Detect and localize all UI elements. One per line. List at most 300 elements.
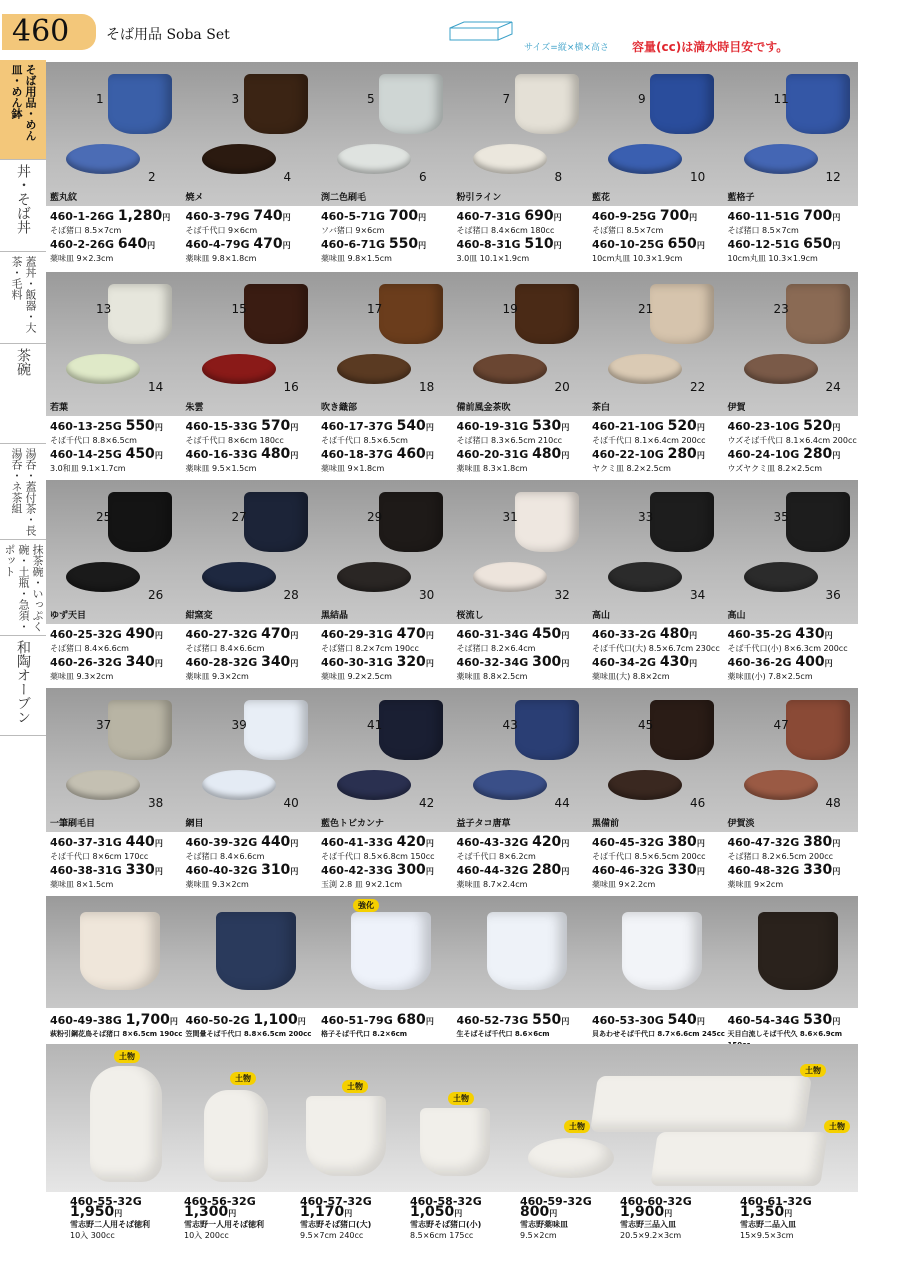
product-code: 460-21-10G xyxy=(592,420,668,433)
sidebar-tab-matcha[interactable]: 抹茶碗・いっぷく碗・土瓶・急須・ポット xyxy=(0,540,46,636)
series-name: 黒結晶 xyxy=(321,611,349,621)
item-number: 16 xyxy=(283,380,299,394)
cup-image xyxy=(786,284,850,344)
cup-image xyxy=(515,700,579,760)
product-price: 470 xyxy=(261,626,291,642)
product-code: 460-37-31G xyxy=(50,836,126,849)
yen-label: 円 xyxy=(162,213,171,222)
vessel-image xyxy=(650,1132,828,1186)
item-number: 10 xyxy=(690,170,706,184)
product-line xyxy=(321,208,457,225)
yen-label: 円 xyxy=(832,451,841,460)
cup-image xyxy=(650,74,714,134)
product-line xyxy=(728,208,864,225)
yen-label: 円 xyxy=(228,1209,237,1218)
item-number: 44 xyxy=(554,796,570,810)
item-number: 39 xyxy=(231,718,247,732)
product-code: 460-24-10G xyxy=(727,448,804,461)
photo-panel xyxy=(46,896,858,1008)
yen-label: 円 xyxy=(425,659,434,668)
product-price: 480 xyxy=(532,446,562,462)
item-number: 6 xyxy=(419,170,427,184)
product-info xyxy=(457,834,593,890)
product-price: 420 xyxy=(532,834,562,850)
plate-image xyxy=(608,562,682,592)
plate-image xyxy=(202,770,276,800)
product-code: 460-2-26G xyxy=(50,238,118,251)
yen-label: 円 xyxy=(696,839,705,848)
page-number: 460 xyxy=(2,14,96,50)
product-spec: 薬味皿 9.8×1.8cm xyxy=(185,254,257,263)
product-info xyxy=(457,208,593,264)
page-title: そば用品 Soba Set xyxy=(106,27,230,43)
item-number: 4 xyxy=(283,170,292,184)
product-spec: 玉渕 2.8 皿 9×2.1cm xyxy=(321,880,403,889)
product-code: 460-8-31G xyxy=(456,238,525,251)
product-price-line xyxy=(740,1204,876,1220)
product-info xyxy=(740,1196,876,1241)
product-price: 470 xyxy=(396,626,426,642)
product-info xyxy=(186,834,322,890)
sidebar-tab-soba[interactable]: そば用品・めん皿・めん鉢 xyxy=(0,60,46,160)
cup-image xyxy=(515,492,579,552)
product-price: 1,700 xyxy=(125,1012,170,1028)
yen-label: 円 xyxy=(696,867,705,876)
product-spec: 薬味皿 9.8×1.5cm xyxy=(321,254,392,263)
product-info xyxy=(321,626,457,682)
product-spec: 薬味皿 8.8×2.5cm xyxy=(456,672,528,681)
product-code: 460-47-32G xyxy=(727,836,804,849)
product-info xyxy=(620,1196,756,1241)
product-spec: 薬味皿 9×2.3cm xyxy=(50,254,114,263)
product-info xyxy=(321,418,457,474)
vessel-image xyxy=(590,1076,812,1132)
product-price: 420 xyxy=(396,834,426,850)
product-spec: 薬味皿 8.7×2.4cm xyxy=(456,880,528,889)
product-code: 460-51-79G xyxy=(321,1014,397,1027)
yen-label: 円 xyxy=(832,213,841,222)
product-price: 280 xyxy=(667,446,697,462)
product-line xyxy=(186,236,322,253)
yen-label: 円 xyxy=(154,451,163,460)
product-line xyxy=(592,626,728,643)
series-name: 備前風金茶吹 xyxy=(456,403,511,413)
yen-label: 円 xyxy=(290,839,299,848)
product-line xyxy=(321,862,457,879)
yen-label: 円 xyxy=(344,1209,353,1218)
cup-image xyxy=(244,284,308,344)
product-price: 480 xyxy=(261,446,291,462)
sidebar-tab-yunomi[interactable]: 湯呑・蓋付茶・長湯呑・ネ茶組 xyxy=(0,444,46,540)
item-number: 33 xyxy=(638,510,654,524)
series-name: 桜流し xyxy=(456,611,484,621)
product-badge: 土物 xyxy=(342,1080,368,1093)
item-number: 43 xyxy=(502,718,518,732)
product-spec: 貝あわせそば千代口 8.7×6.6cm 245cc xyxy=(592,1030,725,1038)
product-line xyxy=(321,834,457,851)
cup-image xyxy=(379,74,443,134)
sidebar-tab-futadon[interactable]: 蓋丼・飯器・大茶・毛料 xyxy=(0,252,46,344)
product-line xyxy=(186,446,322,463)
product-line xyxy=(186,1012,322,1029)
product-code: 460-30-31G xyxy=(321,656,397,669)
product-price: 1,350 xyxy=(740,1204,785,1220)
product-code: 460-56-32G xyxy=(184,1195,256,1208)
sidebar-tab-don[interactable]: 丼・そば丼 xyxy=(0,160,46,252)
product-line xyxy=(186,834,322,851)
product-line xyxy=(457,626,593,643)
product-price: 1,950 xyxy=(70,1204,115,1220)
item-number: 36 xyxy=(825,588,841,602)
product-price: 540 xyxy=(667,1012,697,1028)
plate-image xyxy=(337,144,411,174)
product-price: 430 xyxy=(659,654,690,670)
cup-image xyxy=(622,912,702,990)
item-number: 7 xyxy=(502,92,511,106)
product-info xyxy=(592,418,728,474)
product-spec: そば猪口 8.3×6.5cm 210cc xyxy=(456,436,562,445)
yen-label: 円 xyxy=(832,423,841,432)
yen-label: 円 xyxy=(561,839,570,848)
item-number: 42 xyxy=(419,796,435,810)
product-price: 1,300 xyxy=(184,1204,229,1220)
product-price: 480 xyxy=(659,626,690,642)
product-price: 550 xyxy=(125,418,155,434)
product-price: 340 xyxy=(261,654,291,670)
product-line xyxy=(592,654,728,671)
product-code: 460-43-32G xyxy=(456,836,533,849)
product-line xyxy=(186,862,322,879)
product-line xyxy=(728,862,864,879)
product-info xyxy=(50,1012,186,1040)
product-code: 460-34-2G xyxy=(592,656,660,669)
product-code: 460-15-33G xyxy=(185,420,262,433)
product-name: 雪志野三品入皿 xyxy=(620,1220,676,1229)
plate-image xyxy=(337,354,411,384)
product-spec: そば猪口 8.4×6.6cm xyxy=(185,644,265,653)
product-price: 550 xyxy=(532,1012,562,1028)
series-name: 益子タコ唐草 xyxy=(456,819,511,829)
cup-image xyxy=(379,700,443,760)
product-code: 460-60-32G xyxy=(620,1195,692,1208)
sidebar-tab-oven[interactable]: 和陶オーブン xyxy=(0,636,46,736)
product-info xyxy=(592,1012,728,1040)
product-code: 460-57-32G xyxy=(300,1195,372,1208)
product-spec: 萩粉引鋼花鳥そば猪口 8×6.5cm 190cc xyxy=(50,1030,183,1038)
product-line xyxy=(728,418,864,435)
product-line xyxy=(592,208,728,225)
product-code: 460-19-31G xyxy=(456,420,533,433)
product-code: 460-6-71G xyxy=(321,238,389,251)
plate-image xyxy=(202,562,276,592)
cup-image xyxy=(758,912,838,990)
item-number: 26 xyxy=(148,588,164,602)
product-spec: ヤクミ皿 8.2×2.5cm xyxy=(592,464,671,473)
product-line xyxy=(457,834,593,851)
product-spec: そば千代口 8.5×6.5cm 200cc xyxy=(592,852,706,861)
product-code: 460-36-2G xyxy=(727,656,796,669)
product-code: 460-17-37G xyxy=(321,420,397,433)
cup-image xyxy=(650,492,714,552)
item-number: 38 xyxy=(148,796,164,810)
product-line xyxy=(186,654,322,671)
product-line xyxy=(321,236,457,253)
product-price: 450 xyxy=(532,626,562,642)
item-number: 37 xyxy=(96,718,112,732)
plate-image xyxy=(744,562,818,592)
product-line xyxy=(728,834,864,851)
plate-image xyxy=(744,770,818,800)
plate-image xyxy=(473,354,547,384)
cup-image xyxy=(786,492,850,552)
cup-image xyxy=(108,700,172,760)
product-code: 460-14-25G xyxy=(50,448,126,461)
series-name: 伊賀淡 xyxy=(727,819,755,829)
product-spec: 10入 300cc xyxy=(70,1231,115,1240)
product-name: 雪志野二品入皿 xyxy=(740,1220,796,1229)
series-name: 網目 xyxy=(185,819,204,829)
product-spec: 薬味皿(小) 7.8×2.5cm xyxy=(727,672,813,681)
product-line xyxy=(50,208,186,225)
yen-label: 円 xyxy=(689,631,698,640)
product-code: 460-39-32G xyxy=(185,836,262,849)
yen-label: 円 xyxy=(689,659,698,668)
product-price: 740 xyxy=(253,208,283,224)
product-spec: そば千代口 9×6cm xyxy=(185,226,258,235)
product-code: 460-38-31G xyxy=(50,864,126,877)
product-line xyxy=(457,1012,593,1029)
product-info xyxy=(457,1012,593,1040)
product-line xyxy=(50,626,186,643)
product-code: 460-22-10G xyxy=(592,448,668,461)
product-info xyxy=(50,418,186,474)
product-code: 460-50-2G xyxy=(185,1014,254,1027)
item-number: 1 xyxy=(96,92,104,106)
series-name: 高山 xyxy=(592,611,611,621)
size-diagram-icon xyxy=(446,20,518,46)
product-price: 440 xyxy=(261,834,291,850)
product-code: 460-23-10G xyxy=(727,420,804,433)
cup-image xyxy=(515,74,579,134)
cup-image xyxy=(244,492,308,552)
cup-image xyxy=(108,284,172,344)
product-code: 460-11-51G xyxy=(727,210,804,223)
product-name: 雪志野一人用そば徳利 xyxy=(184,1220,264,1229)
yen-label: 円 xyxy=(425,631,434,640)
item-number: 19 xyxy=(502,302,518,316)
product-spec: 薬味皿 9×1.8cm xyxy=(321,464,385,473)
item-number: 23 xyxy=(773,302,789,316)
item-number: 17 xyxy=(367,302,383,316)
product-spec: そば猪口 8.2×6.4cm xyxy=(456,644,536,653)
product-spec: そば猪口 8.2×6.5cm 200cc xyxy=(727,852,833,861)
product-spec: そば千代口 8.5×6.5cm xyxy=(321,436,408,445)
product-code: 460-29-31G xyxy=(321,628,397,641)
product-code: 460-58-32G xyxy=(410,1195,482,1208)
product-info xyxy=(50,208,186,264)
product-code: 460-18-37G xyxy=(321,448,397,461)
sidebar-tab-chawan[interactable]: 茶碗 xyxy=(0,344,46,444)
product-line xyxy=(592,1012,728,1029)
yen-label: 円 xyxy=(154,839,163,848)
product-price: 530 xyxy=(803,1012,833,1028)
product-code: 460-48-32G xyxy=(727,864,804,877)
product-spec: 生そばそば千代口 8.6×6cm xyxy=(456,1030,550,1038)
item-number: 25 xyxy=(96,510,112,524)
product-spec: そば千代口 8.8×6.5cm xyxy=(50,436,137,445)
item-number: 28 xyxy=(283,588,299,602)
item-number: 14 xyxy=(148,380,164,394)
series-name: 渕二色刷毛 xyxy=(321,193,367,203)
item-number: 20 xyxy=(554,380,570,394)
plate-image xyxy=(473,770,547,800)
product-spec: ウズヤクミ皿 8.2×2.5cm xyxy=(727,464,822,473)
series-name: 朱雲 xyxy=(185,403,204,413)
cup-image xyxy=(244,700,308,760)
series-name: 焼メ xyxy=(185,193,204,203)
yen-label: 円 xyxy=(290,631,299,640)
yen-label: 円 xyxy=(425,839,434,848)
product-name: 雪志野二人用そば徳利 xyxy=(70,1220,150,1229)
product-spec: 薬味皿 9.2×2.5cm xyxy=(321,672,392,681)
product-price: 450 xyxy=(125,446,155,462)
product-info xyxy=(728,626,864,682)
product-spec: 薬味皿 9×2cm xyxy=(727,880,784,889)
product-spec: 薬味皿 9.3×2cm xyxy=(50,672,114,681)
product-line xyxy=(728,626,864,643)
product-badge: 強化 xyxy=(353,899,379,912)
item-number: 35 xyxy=(773,510,789,524)
product-code: 460-5-71G xyxy=(321,210,389,223)
plate-image xyxy=(202,354,276,384)
yen-label: 円 xyxy=(425,867,434,876)
product-code: 460-53-30G xyxy=(592,1014,668,1027)
product-line xyxy=(321,1012,457,1029)
yen-label: 円 xyxy=(290,867,299,876)
product-info xyxy=(592,834,728,890)
product-line xyxy=(728,654,864,671)
yen-label: 円 xyxy=(154,423,163,432)
series-name: 若葉 xyxy=(50,403,69,413)
series-name: 藍丸紋 xyxy=(50,193,78,203)
product-code: 460-7-31G xyxy=(456,210,525,223)
cup-image xyxy=(351,912,431,990)
product-price: 680 xyxy=(396,1012,426,1028)
product-code: 460-52-73G xyxy=(456,1014,533,1027)
product-code: 460-28-32G xyxy=(185,656,262,669)
item-number: 13 xyxy=(96,302,112,316)
product-spec: 薬味皿(大) 8.8×2cm xyxy=(592,672,670,681)
product-spec: 薬味皿 9.3×2cm xyxy=(185,672,249,681)
product-price: 650 xyxy=(803,236,833,252)
product-price: 1,280 xyxy=(117,208,163,224)
item-number: 40 xyxy=(283,796,299,810)
product-price: 300 xyxy=(532,654,562,670)
cup-image xyxy=(650,700,714,760)
product-line xyxy=(457,418,593,435)
product-spec: そば千代口(大) 8.5×6.7cm 230cc xyxy=(592,644,720,653)
product-line xyxy=(592,834,728,851)
product-spec: そば千代口(小) 8×6.3cm 200cc xyxy=(727,644,848,653)
product-line xyxy=(50,834,186,851)
product-name: 雪志野そば猪口(小) xyxy=(410,1220,482,1229)
yen-label: 円 xyxy=(425,1017,434,1026)
product-spec: そば猪口 8.4×6.6cm xyxy=(50,644,129,653)
yen-label: 円 xyxy=(561,867,570,876)
product-info xyxy=(50,626,186,682)
product-price: 690 xyxy=(524,208,554,224)
product-code: 460-49-38G xyxy=(50,1014,126,1027)
series-name: 吹き織部 xyxy=(321,403,358,413)
yen-label: 円 xyxy=(696,451,705,460)
product-spec: そば猪口 8.5×7cm xyxy=(50,226,122,235)
product-price: 330 xyxy=(667,862,697,878)
item-number: 48 xyxy=(825,796,841,810)
yen-label: 円 xyxy=(784,1209,793,1218)
product-line xyxy=(457,236,593,253)
product-price: 1,900 xyxy=(620,1204,665,1220)
product-info xyxy=(186,208,322,264)
product-badge: 土物 xyxy=(564,1120,590,1133)
plate-image xyxy=(337,770,411,800)
yen-label: 円 xyxy=(425,423,434,432)
yen-label: 円 xyxy=(832,241,841,250)
product-line xyxy=(321,626,457,643)
plate-image xyxy=(744,144,818,174)
product-line xyxy=(457,208,593,225)
product-spec: 15×9.5×3cm xyxy=(740,1231,794,1240)
product-spec: そば千代口 8×6.2cm xyxy=(456,852,536,861)
product-info xyxy=(728,834,864,890)
item-number: 29 xyxy=(367,510,383,524)
product-line xyxy=(592,446,728,463)
series-name: 紺窯変 xyxy=(185,611,213,621)
product-code: 460-32-34G xyxy=(456,656,533,669)
item-number: 2 xyxy=(148,170,156,184)
cup-image xyxy=(650,284,714,344)
product-price: 380 xyxy=(667,834,697,850)
yen-label: 円 xyxy=(425,451,434,460)
product-info xyxy=(321,834,457,890)
product-spec: 10cm丸皿 10.3×1.9cm xyxy=(727,254,818,263)
item-number: 30 xyxy=(419,588,435,602)
product-info xyxy=(592,208,728,264)
yen-label: 円 xyxy=(553,213,562,222)
plate-image xyxy=(744,354,818,384)
product-price: 440 xyxy=(125,834,155,850)
product-code: 460-9-25G xyxy=(592,210,660,223)
product-price: 1,100 xyxy=(253,1012,298,1028)
product-price: 550 xyxy=(388,236,419,252)
product-badge: 土物 xyxy=(824,1120,850,1133)
plate-image xyxy=(608,144,682,174)
product-line xyxy=(50,862,186,879)
product-info xyxy=(321,1012,457,1040)
product-spec: 笠間暈そば千代口 8.8×6.5cm 200cc xyxy=(185,1030,312,1038)
product-price: 430 xyxy=(795,626,825,642)
cup-image xyxy=(786,74,850,134)
product-info xyxy=(457,626,593,682)
product-name: 雪志野そば猪口(大) xyxy=(300,1220,372,1229)
cup-image xyxy=(108,74,172,134)
item-number: 27 xyxy=(231,510,247,524)
product-line xyxy=(457,862,593,879)
product-spec: 20.5×9.2×3cm xyxy=(620,1231,682,1240)
yen-label: 円 xyxy=(696,423,705,432)
yen-label: 円 xyxy=(832,1017,841,1026)
yen-label: 円 xyxy=(664,1209,673,1218)
product-spec: ウズそば千代口 8.1×6.4cm 200cc xyxy=(727,436,857,445)
